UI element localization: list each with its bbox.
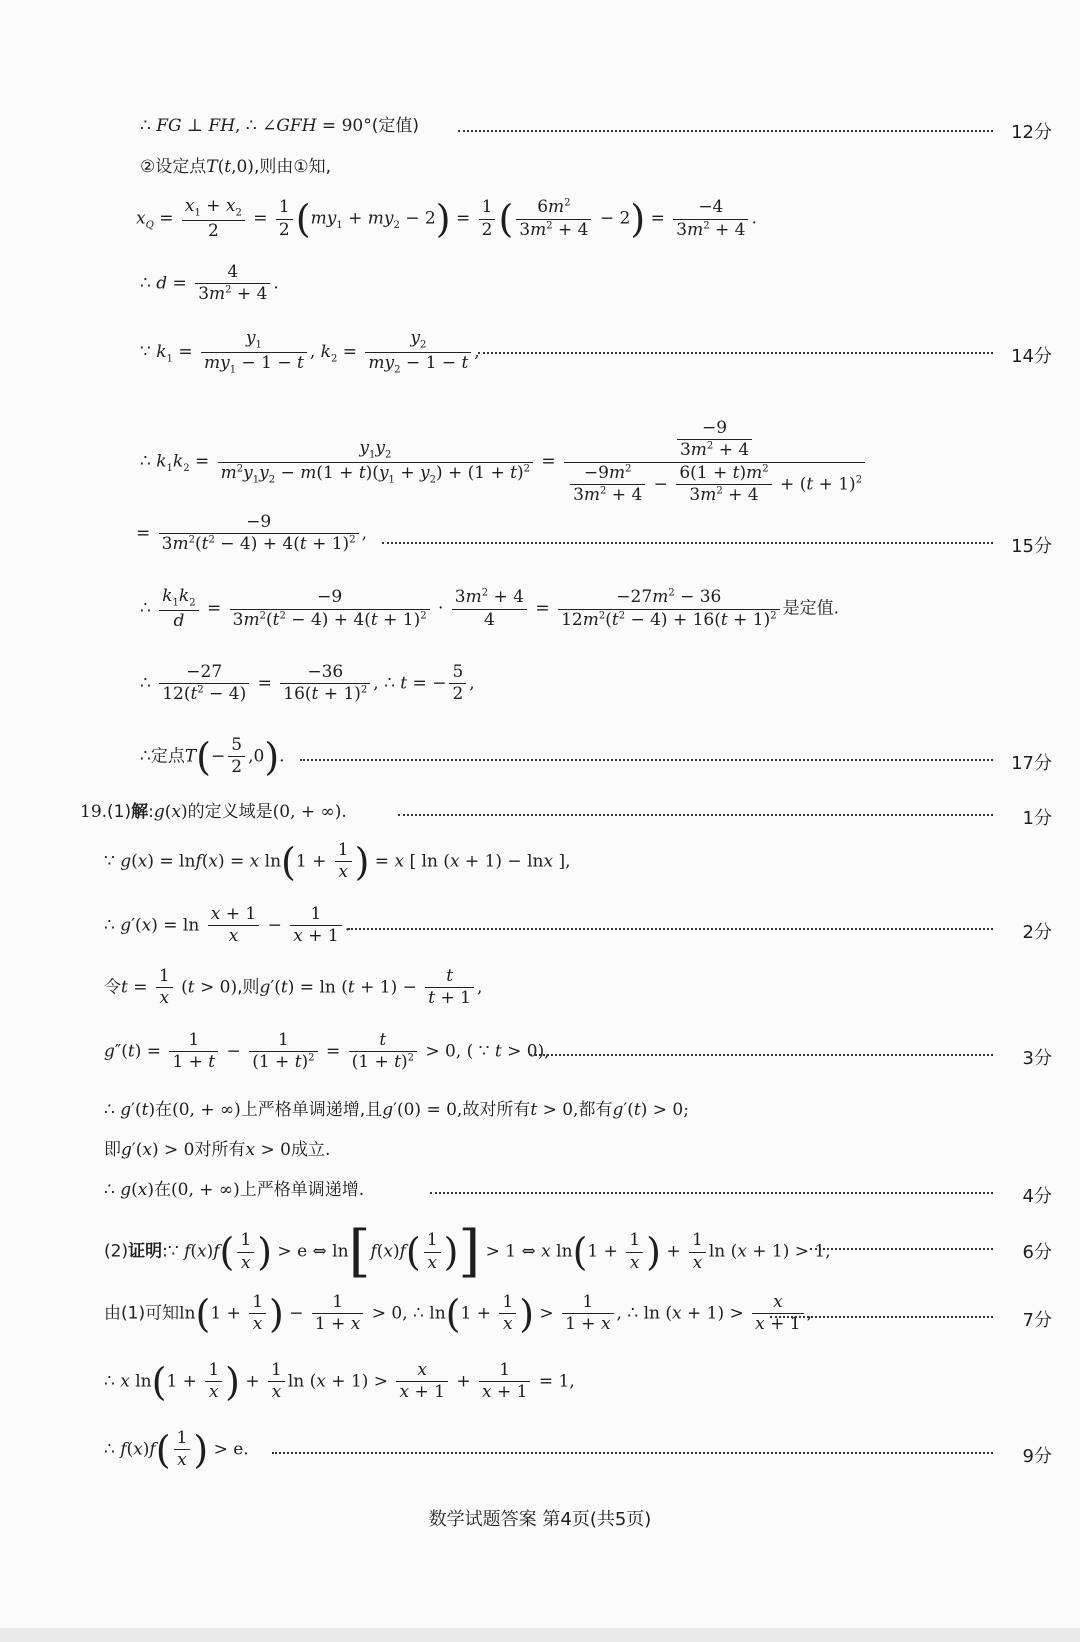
math-expression: ∴ d = $\frac{4}{3m^2 + 4}$ .: [140, 262, 279, 305]
score-mark: 6分: [1022, 1242, 1052, 1263]
line-solve-t: [0, 662, 1080, 718]
dot-leader: [300, 759, 993, 761]
math-expression: ∴ g′(t)在(0, + ∞)上严格单调递增,且g′(0) = 0,故对所有t > 0,都有g′(t) > 0;: [104, 1100, 689, 1120]
page-footer: 数学试题答案 第4页(共5页): [428, 1509, 652, 1530]
dot-leader: [458, 130, 993, 132]
bottom-margin-strip: [0, 1628, 1080, 1642]
line-d: [0, 262, 1080, 312]
line-conclusion: [0, 1428, 1080, 1484]
line-k1k2-over-d: [0, 586, 1080, 642]
math-expression: ∴ $\frac{k_1k_2}{d}$ = $\frac{-9}{3m^2(t^2 - 4) + 4(t + 1)^2}$ · $\frac{3m^2 + 4}{4}$ = $\frac{-27m^2 - 36}{12m^2(t^2 - 4) + 16(t + 1)^2}$ 是定值.: [140, 586, 840, 631]
dot-leader: [770, 1316, 993, 1318]
math-expression: ∴ FG ⊥ FH, ∴ ∠GFH = 90°(定值): [140, 116, 419, 136]
line-xq: [0, 196, 1080, 252]
score-mark: 3分: [1022, 1048, 1052, 1069]
line-g-prime: [0, 904, 1080, 956]
math-expression: 令t = $\frac{1}{x}$ (t > 0),则g′(t) = ln (t + 1) − $\frac{t}{t + 1}$ ,: [104, 966, 483, 1009]
math-expression: ∵ g(x) = lnf(x) = x ln(1 + $\frac{1}{x}$ ) = x [ ln (x + 1) − lnx ],: [104, 839, 571, 884]
dot-leader: [430, 1192, 993, 1194]
math-expression: ∴ $\frac{-27}{12(t^2 - 4)}$ = $\frac{-36}{16(t + 1)^2}$ , ∴ t = − $\frac{5}{2}$ ,: [140, 662, 475, 705]
dot-leader: [530, 1054, 993, 1056]
line-fixed-point: [0, 735, 1080, 787]
dot-leader: [398, 814, 993, 816]
line-sum-equals-one: [0, 1360, 1080, 1416]
line-substitute-t: [0, 966, 1080, 1018]
math-expression: g″(t) = $\frac{1}{1 + t}$ − $\frac{1}{(1 + t)^2}$ = $\frac{t}{(1 + t)^2}$ > 0, ( ∵ t > 0),: [104, 1030, 550, 1073]
math-expression: 19.(1)解:g(x)的定义域是(0, + ∞).: [80, 802, 347, 822]
score-mark: 12分: [1011, 122, 1052, 143]
dot-leader: [478, 352, 993, 354]
score-mark: 2分: [1022, 922, 1052, 943]
math-expression: ∴定点T(− $\frac{5}{2}$ ,0).: [140, 734, 285, 779]
math-expression: ∴ g(x)在(0, + ∞)上严格单调递增.: [104, 1180, 365, 1200]
math-expression: $x_Q$ = $\frac{x_1 + x_2}{2}$ = $\frac{1}{2}$ $(my_1 + my_2 - 2)$ = $\frac{1}{2}$ ( $\frac{6m^2}{3m^2 + 4}$ − 2) = $\frac{-4}{3m^2 + 4}$ .: [136, 196, 757, 242]
math-expression: ∴ $k_1k_2$ = $\frac{y_1y_2}{m^2y_1y_2 - m(1 + t)(y_1 + y_2) + (1 + t)^2}$ = $\frac{-9}{3m^2 + 4}$ $\frac{-9m^2}{3m^2 + 4}$ − $\frac{6(1 + t)m^2}{3m^2 + 4}$ + $(t + 1)^2$: [140, 418, 868, 506]
math-expression: ∴ x ln(1 + $\frac{1}{x}$ ) + $\frac{1}{x}$ ln (x + 1) > $\frac{x}{x + 1}$ + $\frac{1}{x + 1}$ = 1,: [104, 1359, 575, 1404]
line-k1k2-simplified: [0, 512, 1080, 566]
math-expression: ∴ f(x)f( $\frac{1}{x}$ ) > e.: [104, 1427, 249, 1472]
line-proof-part2: [0, 1219, 1080, 1284]
dot-leader: [810, 1248, 993, 1250]
dot-leader: [272, 1452, 993, 1454]
math-expression: (2)证明:∵ f(x)f( $\frac{1}{x}$ ) > e ⇔ ln[f(x)f( $\frac{1}{x}$ )] > 1 ⇔ x ln(1 + $\frac{1}{x}$ ) + $\frac{1}{x}$ ln (x + 1) > 1,: [104, 1219, 831, 1284]
math-expression: ∴ g′(x) = ln $\frac{x + 1}{x}$ − $\frac{1}{x + 1}$ .: [104, 904, 351, 947]
line-g-definition: [0, 840, 1080, 896]
score-mark: 1分: [1022, 808, 1052, 829]
score-mark: 7分: [1022, 1310, 1052, 1331]
math-expression: 即g′(x) > 0对所有x > 0成立.: [104, 1140, 331, 1160]
score-mark: 4分: [1022, 1186, 1052, 1207]
score-mark: 9分: [1022, 1446, 1052, 1467]
dot-leader: [382, 542, 993, 544]
dot-leader: [348, 928, 993, 930]
score-mark: 17分: [1011, 753, 1052, 774]
math-expression: ②设定点T(t,0),则由①知,: [140, 157, 331, 177]
score-mark: 15分: [1011, 536, 1052, 557]
math-expression: ∵ $k_1$ = $\frac{y_1}{my_1 - 1 - t}$ , $k_2$ = $\frac{y_2}{my_2 - 1 - t}$ ,: [140, 328, 480, 376]
line-k1-k2: [0, 328, 1080, 378]
score-mark: 14分: [1011, 346, 1052, 367]
line-k1k2-product: [0, 398, 1080, 508]
line-from-part1: [0, 1292, 1080, 1348]
line-g-double-prime: [0, 1030, 1080, 1082]
math-expression: = $\frac{-9}{3m^2(t^2 - 4) + 4(t + 1)^2}$ ,: [136, 512, 367, 555]
math-expression: 由(1)可知ln(1 + $\frac{1}{x}$ ) − $\frac{1}{1 + x}$ > 0, ∴ ln(1 + $\frac{1}{x}$ ) > $\frac{1}{1 + x}$ , ∴ ln (x + 1) > $\frac{x}{x + 1}$ ,: [104, 1291, 813, 1336]
